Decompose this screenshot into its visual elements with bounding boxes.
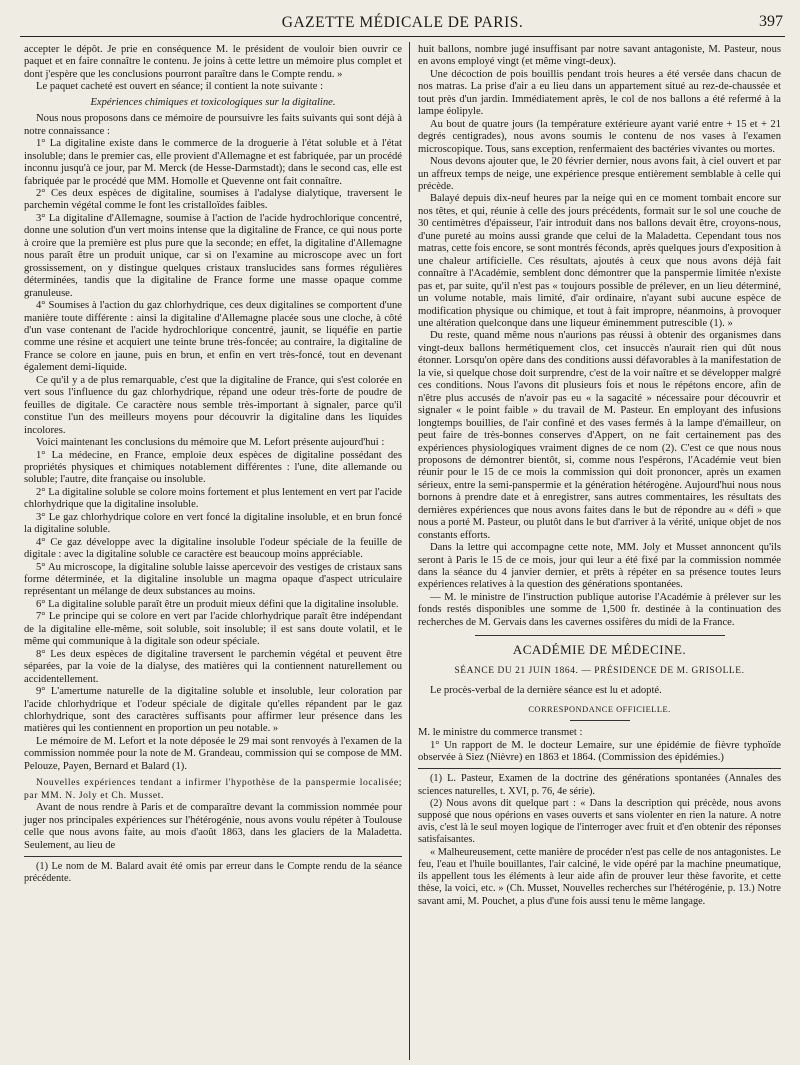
footnote-rule [418, 768, 781, 769]
paragraph: — M. le ministre de l'instruction publique autorise l'Académie à prélever sur les fonds restés disponibles une somme de 1,500 fr. destinée à la continuation des recherches de M. Gervais dans les cavernes ossifères du midi de la France. [418, 591, 781, 628]
paragraph: 3° Le gaz chlorhydrique colore en vert foncé la digitaline insoluble, et en brun foncé la digitaline soluble. [24, 511, 402, 536]
page-header [20, 10, 785, 37]
paragraph: Balayé depuis dix-neuf heures par la neige qui en ce moment tombait encore sur nos têtes, et qui, réunie à celle des jours précédents, formait sur le sol une couche de 30 centimètres d'épaisseur, l'air introduit dans nos ballons devait être, croyons-nous, d'une pureté au moins aussi grande que celui de la Maladetta. Cependant tous nos matras, cette fois encore, se sont montrés féconds, après quelques jours d'exposition à une chaleur artificielle. Ces résultats, ajoutés à ceux que nous avons déjà fait connaître à l'Académie, semblent donc démontrer que la panspermie limitée n'existe pas et, par suite, qu'il n'est pas « toujours possible de prélever, en un lieu déterminé, un volume notable, mais limité, d'air ordinaire, n'ayant subi aucune espèce de modification physique ou chimique, et tout à fait impropre, néanmoins, à provoquer une altération quelconque dans une liqueur éminemment putrescible (1). » [418, 193, 781, 329]
paragraph: 1° La digitaline existe dans le commerce de la droguerie à l'état soluble et à l'état insoluble; dans le premier cas, elle provient d'Allemagne et est fabriquée, par un procédé inconnu jusqu'à ce jour, par M. Merck (de Hesse-Darmstadt); dans le second cas, elle est fabriquée par le procédé que MM. Homolle et Quevenne ont fait connaître. [24, 138, 402, 187]
section-rule [475, 635, 725, 636]
footnote: (2) Nous avons dit quelque part : « Dans la description qui précède, nous avons supposé que nous opérions en vases ouverts et sans violenter en rien la nature. A notre avis, c'est là le seul moyen logique de l'interroger avec fruit et d'en obtenir des réponses satisfaisantes. [418, 797, 781, 846]
paragraph: Dans la lettre qui accompagne cette note, MM. Joly et Musset annoncent qu'ils seront à Paris le 15 de ce mois, jour qui leur a été fixé par la commission nommée dans la séance du 4 janvier dernier, et prêts à répéter en sa présence toutes leurs expériences relatives à la question des générations spontanées. [418, 542, 781, 591]
footnote-rule [24, 856, 402, 857]
academy-title: ACADÉMIE DE MÉDECINE. [512, 642, 687, 658]
footnote: (1) L. Pasteur, Examen de la doctrine des générations spontanées (Annales des sciences naturelles, t. XVI, p. 76, 4e série). [418, 773, 781, 797]
paragraph: 1° La médecine, en France, emploie deux espèces de digitaline possédant des propriétés physiques et chimiques notablement différentes : l'une, dite allemande ou soluble; l'autre, dite française ou insoluble. [24, 449, 402, 486]
article-heading: Nouvelles expériences tendant a infirmer l'hypothèse de la panspermie localisée; par MM. N. Joly et Ch. Musset. [24, 777, 402, 801]
paragraph: 2° La digitaline soluble se colore moins fortement et plus lentement en vert par l'acide chlorhydrique que la digitaline insoluble. [24, 486, 402, 511]
session-line: SÉANCE DU 21 JUIN 1864. — PRÉSIDENCE DE M. GRISOLLE. [454, 665, 745, 676]
journal-title: GAZETTE MÉDICALE DE PARIS. [281, 14, 524, 31]
page-number: 397 [759, 13, 783, 30]
paragraph: huit ballons, nombre jugé insuffisant par notre savant antagoniste, M. Pasteur, nous en avons employé vingt (et même vingt-deux). [418, 44, 781, 68]
column-divider [409, 42, 410, 1060]
paragraph: Le paquet cacheté est ouvert en séance; il contient la note suivante : [36, 81, 324, 93]
paragraph: 7° Le principe qui se colore en vert par l'acide chlorhydrique paraît être indépendant de la digitaline elle-même, soit soluble, soit insoluble; il est sans doute volatil, et le même qui communique à la digitale son odeur spéciale. [24, 611, 402, 648]
paragraph: 2° Ces deux espèces de digitaline, soumises à l'adalyse dialytique, traversent le parchemin végétal comme le font les cristalloïdes faibles. [24, 187, 402, 212]
paragraph: Ce qu'il y a de plus remarquable, c'est que la digitaline de France, qui s'est colorée en vert sous l'influence du gaz chlorhydrique, répand une odeur très-forte de poudre de feuilles de digitale. Ce caractère nous semble très-important à signaler, parce qu'il constitue l'un des meilleurs moyens pour découvrir la digitaline dans les liquides incolores. [24, 374, 402, 436]
paragraph: accepter le dépôt. Je prie en conséquence M. le président de vouloir bien ouvrir ce paquet et en faire connaître le contenu. Je joins à cette lettre un mémoire plus complet et dont j'espère que les conclusions pourront paraître dans le Compte rendu. » [24, 44, 402, 80]
paragraph: Du reste, quand même nous n'aurions pas réussi à obtenir des organismes dans vingt-deux ballons hermétiquement clos, cet insuccès n'aurait rien qui dût nous étonner. Lorsqu'on opère dans des conditions aussi défavorables à la manifestation de la vie, si quelque chose doit surprendre, c'est de la voir naître et se développer malgré ces conditions. Nous l'avons dit plusieurs fois et nous le répétons encore, afin de n'être plus accusés de n'avoir pas eu « la sagacité » nécessaire pour découvrir et signaler « le point faible » du travail de M. Pasteur. En employant des infusions longtemps bouillies, de l'air confiné et des vases fermés à la lampe d'émailleur, on peut faire de très-bonnes conserves d'Appert, on ne fait certainement pas des expériences physiologiques vraiment dignes de ce nom (2). C'est ce que nous nous proposons de démontrer bientôt, si, comme nous l'espérons, l'Académie veut bien réunir pour le 15 de ce mois la commission qui doit prononcer, après un examen sérieux, entre la semi-panspermie et la génération hétérogène. Aujourd'hui nous nous bornons à prendre date et à enregistrer, sans autres commentaires, les résultats des dernières expériences que nous avons faites dans le but de répondre au « défi » que nous a porté M. Pasteur, ou plutôt dans le but d'arriver à la vérité, unique objet de nos constants efforts. [418, 330, 781, 541]
paragraph: Au bout de quatre jours (la température extérieure ayant varié entre + 15 et + 21 degrés centigrades), nous avons soumis le contenu de nos vases à l'examen microscopique. Tous, sans exception, renfermaient des bactéries vivantes ou mortes. [418, 118, 781, 155]
paragraph: 8° Les deux espèces de digitaline traversent le parchemin végétal et peuvent être séparées, par la voie de la dialyse, des matières qui la contiennent naturellement ou accidentellement. [24, 648, 402, 685]
paragraph: Nous nous proposons dans ce mémoire de poursuivre les faits suivants qui sont déjà à notre connaissance : [24, 113, 402, 137]
paragraph: Le mémoire de M. Lefort et la note déposée le 29 mai sont renvoyés à l'examen de la commission nommée pour la note de M. Grandeau, commission qui se compose de MM. Pelouze, Payen, Bernard et Balard (1). [24, 735, 402, 772]
paragraph: Nous devons ajouter que, le 20 février dernier, nous avons fait, à ciel ouvert et par un affreux temps de neige, une expérience presque entièrement semblable à celle qui précède. [418, 156, 781, 192]
paragraph: 9° L'amertume naturelle de la digitaline soluble et insoluble, leur coloration par l'acide chlorhydrique et l'odeur spéciale de digitale qu'elles répandent par le gaz chlorhydrique, sont des caractères suffisants pour affirmer leur présence dans les matières qui les contiennent en proportion un peu notable. » [24, 686, 402, 735]
paragraph: 3° La digitaline d'Allemagne, soumise à l'action de l'acide hydrochlorique concentré, donne une solution d'un vert moins intense que la digitaline de France, ce qui nous porte à croire que la première est plus pure que la seconde; en effet, la digitaline d'Allemagne nous paraît être un produit unique, car si on l'examine au microscope avec un fort grossissement, on y distingue quelques cristaux translucides sans formes régulières déterminées, tandis que la digitaline de France forme une masse opaque comme granuleuse. [24, 212, 402, 299]
footnote: « Malheureusement, cette manière de procéder n'est pas celle de nos antagonistes. Le feu, l'eau et l'huile bouillantes, l'air calciné, le vide opéré par la machine pneumatique, ils appellent tous les éléments à leur aide afin de prouver leur thèse favorite, et cette thèse, la voici, etc. » (Ch. Musset, Nouvelles recherches sur l'hétérogénie, p. 13.) Notre savant ami, M. Pouchet, a plus d'une fois aussi tenu le même langage. [418, 846, 781, 907]
paragraph: 5° Au microscope, la digitaline soluble laisse apercevoir des vestiges de cristaux sans forme déterminée, et la digitaline insoluble un magma opaque d'aspect utriculaire représentant un mélange de deux substances au moins. [24, 561, 402, 598]
left-column [24, 44, 402, 885]
paragraph: Avant de nous rendre à Paris et de comparaître devant la commission nommée pour juger nos principales expériences sur l'hétérogénie, nous avons voulu répéter à Toulouse celle que nous avons faite, au mois d'août 1863, dans les glaciers de la Maladetta. Seulement, au lieu de [24, 802, 402, 851]
paragraph: M. le ministre du commerce transmet : [418, 727, 583, 739]
correspondence-heading: CORRESPONDANCE OFFICIELLE. [528, 704, 671, 714]
paragraph: Une décoction de pois bouillis pendant trois heures a été versée dans chacun de nos matras. La prise d'air a eu lieu dans un appartement situé au rez-de-chaussée et tout près d'un jardin. Immédiatement après, le col de nos ballons a été refermé à la lampe éolipyle. [418, 68, 781, 118]
paragraph: Voici maintenant les conclusions du mémoire que M. Lefort présente aujourd'hui : [36, 437, 385, 449]
paragraph: 4° Soumises à l'action du gaz chlorhydrique, ces deux digitalines se comportent d'une manière toute différente : ainsi la digitaline d'Allemagne placée sous une cloche, à côté d'un vase contenant de l'acide hydrochlorique concentré, jaunit, se liquéfie en partie comme une résine et acquiert une teinte brune très-foncée; au contraire, la digitaline de France se colore en jaune, puis en brun, et enfin en vert très-foncé, tout en devenant également demi-liquide. [24, 300, 402, 374]
paragraph: 1° Un rapport de M. le docteur Lemaire, sur une épidémie de fièvre typhoïde observée à Siez (Nièvre) en 1863 et 1864. (Commission des épidémies.) [418, 739, 781, 764]
paragraph: 4° Ce gaz développe avec la digitaline insoluble l'odeur spéciale de la feuille de digitale : avec la digitaline soluble ce caractère est beaucoup moins appréciable. [24, 536, 402, 561]
paragraph: 6° La digitaline soluble paraît être un produit mieux défini que la digitaline insoluble. [36, 598, 399, 610]
small-rule [570, 720, 630, 721]
footnote: (1) Le nom de M. Balard avait été omis par erreur dans le Compte rendu de la séance précédente. [24, 861, 402, 885]
section-subtitle: Expériences chimiques et toxicologiques sur la digitaline. [90, 96, 336, 108]
paragraph: Le procès-verbal de la dernière séance est lu et adopté. [430, 685, 662, 697]
right-column [418, 44, 781, 908]
